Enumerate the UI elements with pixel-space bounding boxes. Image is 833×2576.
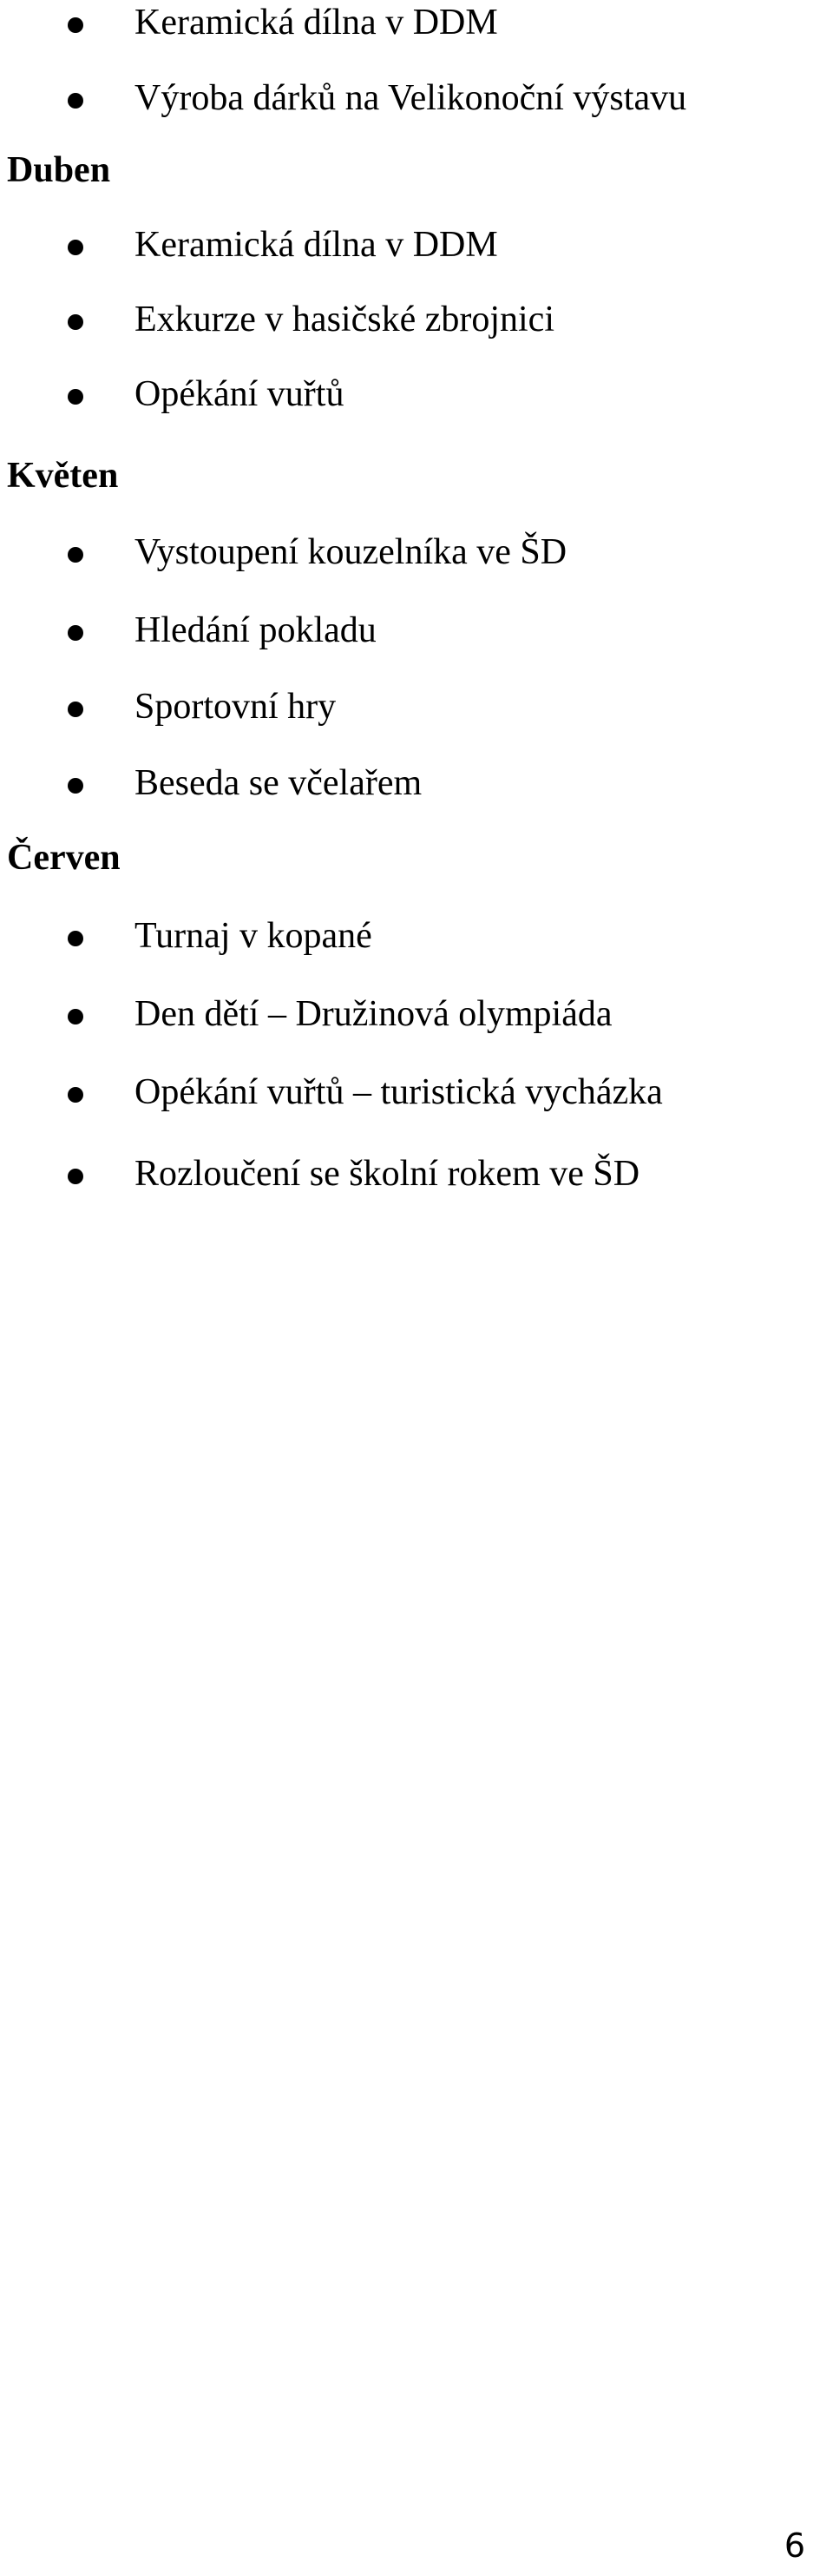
bullet-icon (68, 1009, 83, 1024)
list-item (0, 222, 833, 274)
list-item (0, 0, 833, 52)
bullet-icon (68, 931, 83, 946)
list-item-text: Exkurze v hasičské zbrojnici (134, 300, 554, 339)
month-heading-cerven: Červen (7, 838, 121, 878)
list-item (0, 76, 833, 128)
list-item-text: Opékání vuřtů – turistická vycházka (134, 1072, 663, 1112)
bullet-icon (68, 547, 83, 563)
bullet-icon (68, 778, 83, 794)
list-item-text: Vystoupení kouzelníka ve ŠD (134, 532, 567, 572)
bullet-icon (68, 1169, 83, 1184)
list-item (0, 684, 833, 736)
list-item-text: Hledání pokladu (134, 610, 377, 650)
list-item (0, 992, 833, 1044)
month-heading-kveten: Květen (7, 456, 119, 496)
list-item (0, 761, 833, 813)
bullet-icon (68, 17, 83, 33)
bullet-icon (68, 314, 83, 330)
bullet-icon (68, 625, 83, 641)
list-item-text: Sportovní hry (134, 687, 337, 727)
list-item (0, 608, 833, 660)
list-item (0, 297, 833, 349)
list-item-text: Výroba dárků na Velikonoční výstavu (134, 78, 687, 118)
list-item (0, 1151, 833, 1203)
list-item-text: Opékání vuřtů (134, 374, 344, 414)
list-item-text: Beseda se včelařem (134, 763, 423, 803)
page-number: 6 (784, 2527, 805, 2565)
list-item-text: Den dětí – Družinová olympiáda (134, 994, 613, 1034)
list-item (0, 372, 833, 424)
bullet-icon (68, 389, 83, 405)
list-item (0, 913, 833, 965)
bullet-icon (68, 93, 83, 109)
list-item (0, 1070, 833, 1122)
list-item-text: Rozloučení se školní rokem ve ŠD (134, 1154, 640, 1194)
list-item-text: Keramická dílna v DDM (134, 3, 498, 43)
bullet-icon (68, 702, 83, 717)
list-item (0, 530, 833, 582)
month-heading-duben: Duben (7, 150, 111, 190)
bullet-icon (68, 1087, 83, 1103)
list-item-text: Keramická dílna v DDM (134, 225, 498, 265)
bullet-icon (68, 240, 83, 255)
list-item-text: Turnaj v kopané (134, 916, 372, 956)
